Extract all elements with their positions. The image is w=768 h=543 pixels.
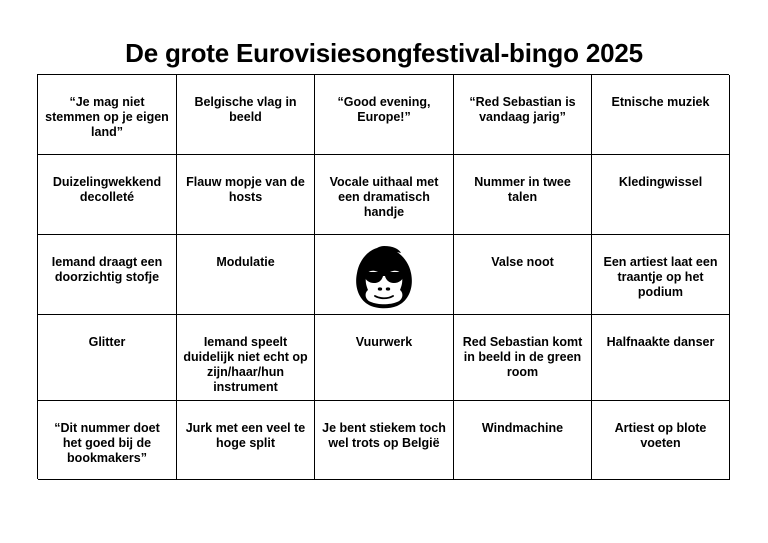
bingo-cell[interactable]: Etnische muziek bbox=[592, 75, 730, 155]
bingo-cell[interactable]: Vocale uithaal met een dramatisch handje bbox=[315, 155, 454, 235]
bingo-grid bbox=[37, 74, 729, 479]
bingo-cell[interactable]: “Dit nummer doet het goed bij de bookmakers” bbox=[38, 401, 177, 480]
bingo-cell[interactable]: Valse noot bbox=[454, 235, 592, 315]
bingo-cell[interactable]: “Red Sebastian is vandaag jarig” bbox=[454, 75, 592, 155]
bingo-cell[interactable]: Red Sebastian komt in beeld in de green room bbox=[454, 315, 592, 401]
bingo-cell[interactable]: Belgische vlag in beeld bbox=[177, 75, 315, 155]
bingo-cell[interactable]: Iemand draagt een doorzichtig stofje bbox=[38, 235, 177, 315]
bingo-cell[interactable]: Glitter bbox=[38, 315, 177, 401]
bingo-cell[interactable]: Artiest op blote voeten bbox=[592, 401, 730, 480]
page-title: De grote Eurovisiesongfestival-bingo 2025 bbox=[125, 38, 643, 68]
bingo-cell[interactable]: Kledingwissel bbox=[592, 155, 730, 235]
bingo-cell[interactable]: “Good evening, Europe!” bbox=[315, 75, 454, 155]
bingo-cell[interactable]: Windmachine bbox=[454, 401, 592, 480]
bingo-cell[interactable]: “Je mag niet stemmen op je eigen land” bbox=[38, 75, 177, 155]
bingo-cell[interactable]: Een artiest laat een traantje op het podium bbox=[592, 235, 730, 315]
gorilla-sunglasses-icon bbox=[353, 243, 415, 309]
bingo-cell[interactable]: Iemand speelt duidelijk niet echt op zijn/haar/hun instrument bbox=[177, 315, 315, 401]
bingo-cell[interactable]: Modulatie bbox=[177, 235, 315, 315]
bingo-cell[interactable]: Nummer in twee talen bbox=[454, 155, 592, 235]
bingo-cell[interactable]: Jurk met een veel te hoge split bbox=[177, 401, 315, 480]
bingo-cell[interactable]: Vuurwerk bbox=[315, 315, 454, 401]
bingo-cell[interactable]: Je bent stiekem toch wel trots op België bbox=[315, 401, 454, 480]
bingo-cell[interactable]: Halfnaakte danser bbox=[592, 315, 730, 401]
bingo-cell[interactable]: Duizelingwekkend decolleté bbox=[38, 155, 177, 235]
bingo-cell[interactable]: Flauw mopje van de hosts bbox=[177, 155, 315, 235]
free-space-cell[interactable] bbox=[315, 235, 454, 315]
